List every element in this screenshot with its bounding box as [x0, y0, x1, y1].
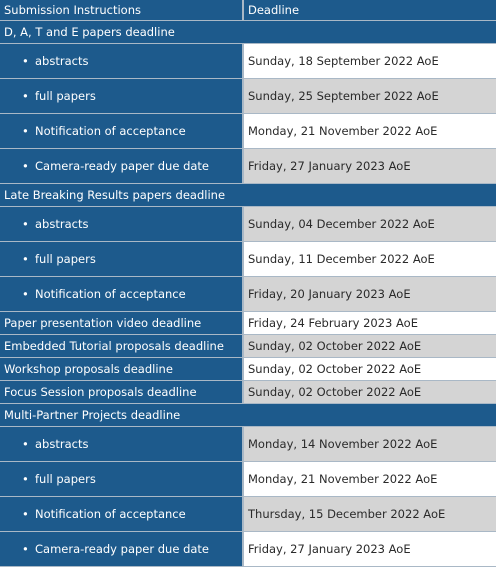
table-row — [0, 381, 496, 404]
table-body — [0, 21, 496, 567]
deadline-date: Sunday, 25 September 2022 AoE — [243, 79, 496, 114]
sub-item-label — [0, 242, 243, 277]
section-heading: D, A, T and E papers deadline — [0, 21, 496, 44]
deadline-date: Monday, 21 November 2022 AoE — [243, 114, 496, 149]
deadline-date: Sunday, 02 October 2022 AoE — [243, 358, 496, 381]
table-row — [0, 114, 496, 149]
bullet-icon: • — [22, 472, 35, 486]
table-row — [0, 358, 496, 381]
table-row — [0, 207, 496, 242]
sub-item-text: Notification of acceptance — [35, 507, 186, 521]
deadline-date: Friday, 27 January 2023 AoE — [243, 149, 496, 184]
table-row — [0, 427, 496, 462]
header-deadline: Deadline — [243, 0, 496, 21]
table-row — [0, 21, 496, 44]
table-row — [0, 184, 496, 207]
sub-item-text: full papers — [35, 89, 96, 103]
deadline-date: Friday, 24 February 2023 AoE — [243, 312, 496, 335]
table-row — [0, 79, 496, 114]
bullet-icon: • — [22, 287, 35, 301]
bullet-icon: • — [22, 54, 35, 68]
bullet-icon: • — [22, 159, 35, 173]
table-row — [0, 335, 496, 358]
sub-item-label — [0, 149, 243, 184]
deadline-date: Friday, 20 January 2023 AoE — [243, 277, 496, 312]
sub-item-label — [0, 207, 243, 242]
header-row — [0, 0, 496, 21]
deadline-date: Sunday, 11 December 2022 AoE — [243, 242, 496, 277]
sub-item-label — [0, 532, 243, 567]
section-heading: Multi-Partner Projects deadline — [0, 404, 496, 427]
table-row — [0, 277, 496, 312]
sub-item-label — [0, 277, 243, 312]
sub-item-label — [0, 114, 243, 149]
deadline-date: Sunday, 02 October 2022 AoE — [243, 335, 496, 358]
bullet-icon: • — [22, 89, 35, 103]
sub-item-text: Notification of acceptance — [35, 287, 186, 301]
table-row — [0, 497, 496, 532]
item-label: Focus Session proposals deadline — [0, 381, 243, 404]
item-label: Embedded Tutorial proposals deadline — [0, 335, 243, 358]
item-label: Workshop proposals deadline — [0, 358, 243, 381]
table-row — [0, 149, 496, 184]
sub-item-text: abstracts — [35, 217, 88, 231]
bullet-icon: • — [22, 542, 35, 556]
deadline-date: Monday, 14 November 2022 AoE — [243, 427, 496, 462]
sub-item-label — [0, 462, 243, 497]
deadline-date: Friday, 27 January 2023 AoE — [243, 532, 496, 567]
bullet-icon: • — [22, 217, 35, 231]
sub-item-text: Notification of acceptance — [35, 124, 186, 138]
deadline-date: Sunday, 04 December 2022 AoE — [243, 207, 496, 242]
deadline-date: Sunday, 18 September 2022 AoE — [243, 44, 496, 79]
table-row — [0, 312, 496, 335]
section-heading: Late Breaking Results papers deadline — [0, 184, 496, 207]
deadline-date: Monday, 21 November 2022 AoE — [243, 462, 496, 497]
deadline-date: Thursday, 15 December 2022 AoE — [243, 497, 496, 532]
sub-item-label — [0, 497, 243, 532]
item-label: Paper presentation video deadline — [0, 312, 243, 335]
bullet-icon: • — [22, 124, 35, 138]
sub-item-label — [0, 427, 243, 462]
sub-item-text: full papers — [35, 252, 96, 266]
bullet-icon: • — [22, 252, 35, 266]
sub-item-text: Camera-ready paper due date — [35, 542, 209, 556]
bullet-icon: • — [22, 507, 35, 521]
table-row — [0, 462, 496, 497]
table-row — [0, 44, 496, 79]
sub-item-text: Camera-ready paper due date — [35, 159, 209, 173]
table-row — [0, 242, 496, 277]
watermark: 知乎 @依蒙 — [420, 533, 484, 550]
sub-item-text: full papers — [35, 472, 96, 486]
sub-item-label — [0, 79, 243, 114]
bullet-icon: • — [22, 437, 35, 451]
deadline-date: Sunday, 02 October 2022 AoE — [243, 381, 496, 404]
header-submission-instructions: Submission Instructions — [0, 0, 243, 21]
sub-item-text: abstracts — [35, 437, 88, 451]
table-row — [0, 404, 496, 427]
sub-item-text: abstracts — [35, 54, 88, 68]
sub-item-label — [0, 44, 243, 79]
